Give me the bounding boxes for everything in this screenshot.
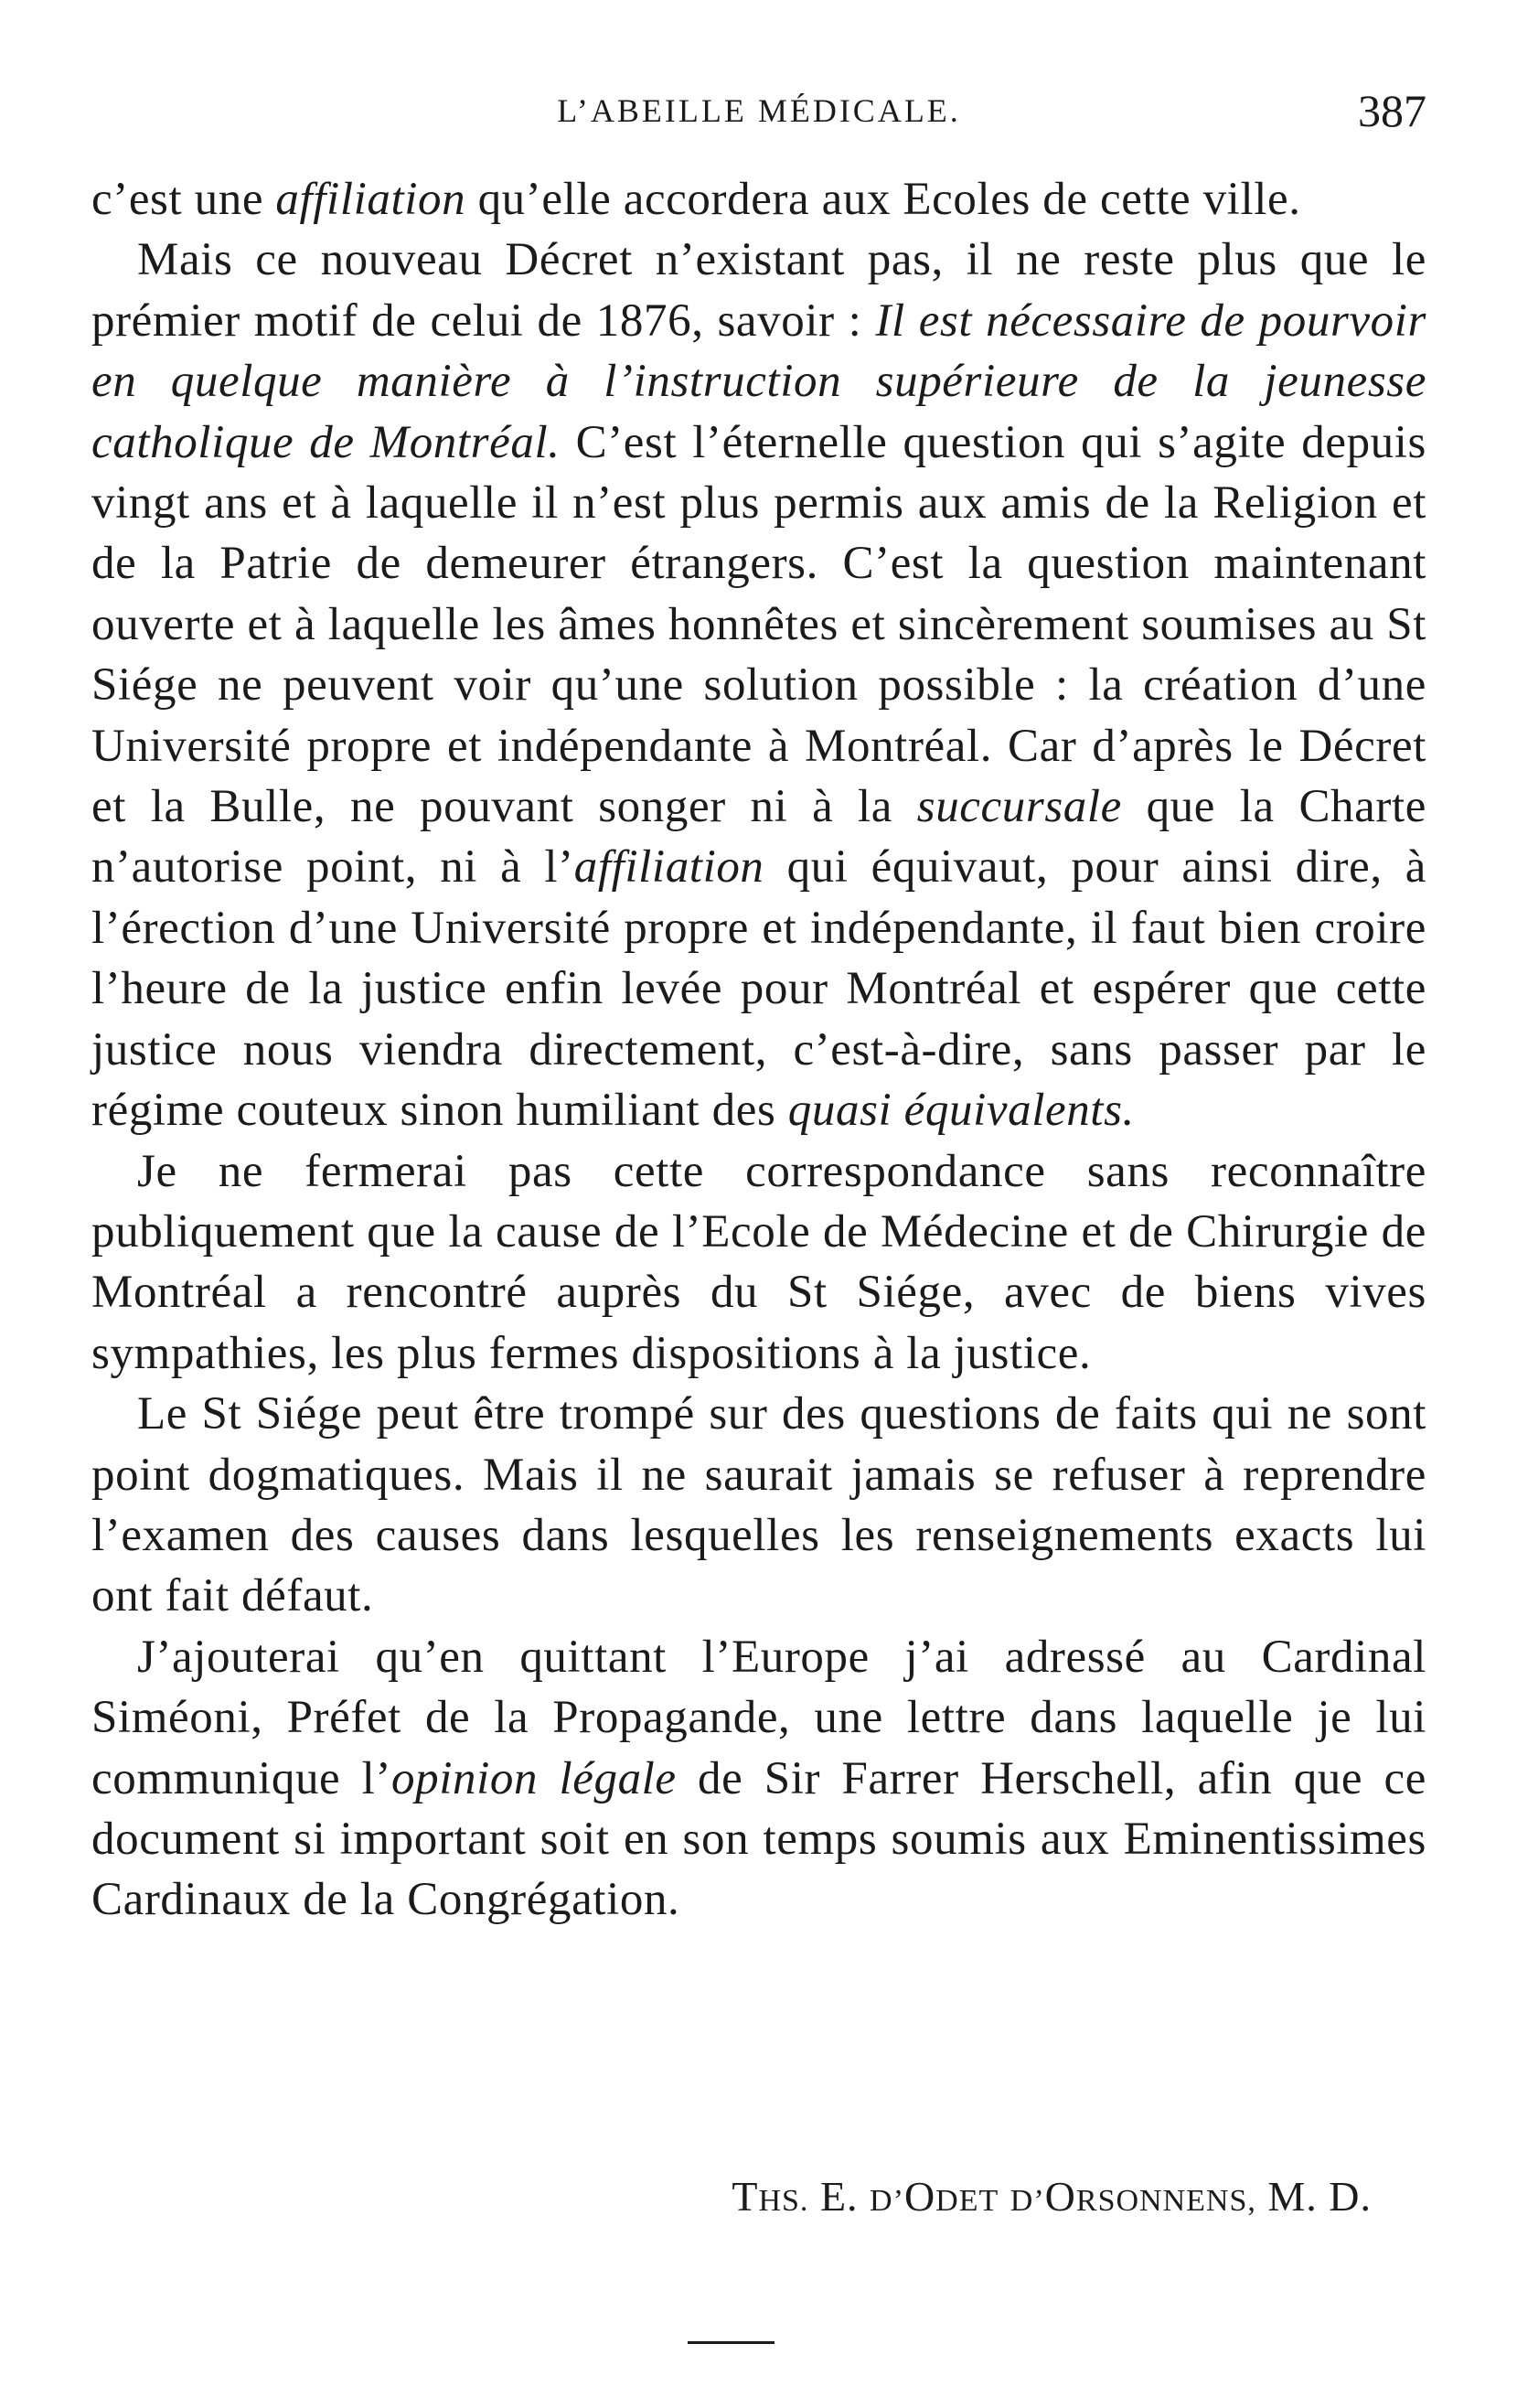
italic-run: succursale: [916, 781, 1122, 833]
paragraph-continuation: [91, 169, 1426, 230]
text-run: qu’elle accordera aux Ecoles de cette ville.: [465, 174, 1301, 225]
sig-degree: M. D.: [1267, 2173, 1372, 2220]
sig-small: D’: [870, 2184, 904, 2218]
page-number: 387: [1358, 85, 1426, 136]
paragraph-st-siege: Le St Siége peut être trompé sur des questions de faits qui ne sont point dogmatiques. Mais il ne saurait jamais se refuser à reprendre l’examen des causes dans lesquelles les renseignements exacts lui ont fait défaut.: [91, 1388, 1426, 1622]
running-title: L’ABEILLE MÉDICALE.: [557, 92, 961, 129]
sig-small: D’: [1010, 2184, 1045, 2218]
sig-small: DET: [935, 2184, 999, 2218]
text-run: C’est l’éternelle question qui s’agite depuis vingt ans et à laquelle il n’est plus permis aux amis de la Religion et de la Patrie de demeurer étrangers. C’est la question maintenant ouverte et à laquelle les âmes honnêtes et sincèrement soumises au St Siége ne peuvent voir qu’une solution possible : la création d’une Université propre et indépendante à Montréal. Car d’après le Décret et la Bulle, ne pouvant songer ni à la: [91, 416, 1426, 833]
sig-small: HS.: [758, 2184, 809, 2218]
italic-run: Il est nécessaire de pourvoir en quelque manière à l’instruction supérieure de la jeunesse catholique de Montréal.: [91, 294, 1426, 468]
text-run: Mais ce nouveau Décret n’existant pas, il ne reste plus que le prémier motif de celui de 1876, savoir :: [91, 234, 1426, 347]
italic-run: opinion légale: [391, 1752, 677, 1804]
sig-cap: T: [732, 2173, 759, 2220]
body-text: [91, 169, 1426, 1931]
text-run: c’est une: [91, 174, 276, 225]
italic-run: affiliation: [275, 174, 466, 225]
author-signature: [91, 2172, 1426, 2221]
sig-cap: O: [903, 2173, 936, 2220]
italic-run: quasi équivalents.: [787, 1085, 1135, 1137]
text-run: que la Charte n’autorise point, ni à l’: [91, 781, 1426, 894]
running-head: [91, 84, 1426, 139]
text-run: qui équivaut, pour ainsi dire, à l’érection d’une Université propre et indépendante, il faut bien croire l’heure de la justice enfin levée pour Montréal et espérer que cette justice nous viendra directement, c’est-à-dire, sans passer par le régime couteux sinon humiliant des: [91, 841, 1427, 1137]
paragraph-cardinal: [91, 1627, 1426, 1931]
paragraph-decret: [91, 230, 1426, 1140]
sig-small: RSONNENS,: [1075, 2184, 1256, 2218]
text-run: de Sir Farrer Herschell, afin que ce document si important soit en son temps soumis aux Eminentissimes Cardinaux de la Congrégation.: [91, 1752, 1426, 1926]
sig-cap: O: [1044, 2173, 1076, 2220]
italic-run: affiliation: [573, 841, 764, 894]
closing-rule: [688, 2341, 775, 2344]
text-run: J’ajouterai qu’en quittant l’Europe j’ai adressé au Cardinal Siméoni, Préfet de la Propagande, une lettre dans laquelle je lui communique l’: [91, 1631, 1426, 1804]
sig-initial: E.: [819, 2173, 859, 2220]
paragraph-correspondance: Je ne fermerai pas cette correspondance sans reconnaître publiquement que la cause de l’Ecole de Médecine et de Chirurgie de Montréal a rencontré auprès du St Siége, avec de biens vives sympathies, les plus fermes dispositions à la justice.: [91, 1145, 1426, 1379]
